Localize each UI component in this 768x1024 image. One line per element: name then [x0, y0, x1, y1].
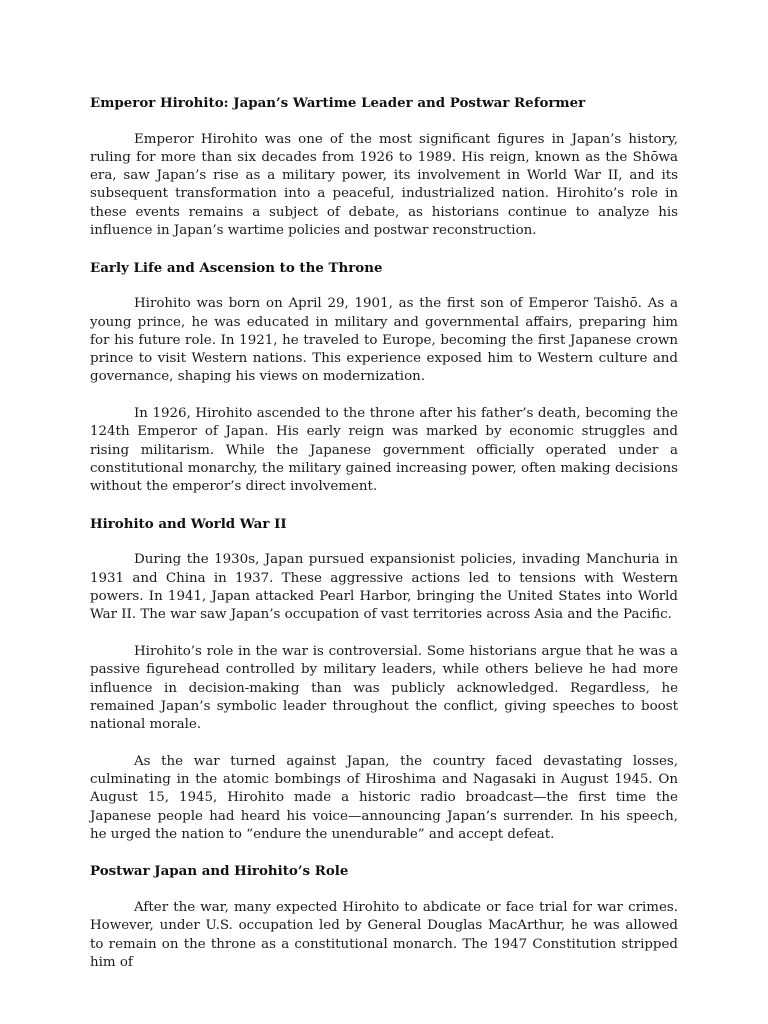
spacer: [90, 844, 678, 862]
intro-paragraph: Emperor Hirohito was one of the most significant figures in Japan’s history, ruling for more than six decades from 1926 to 1989. His reign, known as the Shōwa era, saw Japan’s rise as a military power, its involvement in World War II, and its subsequent transformation into a peaceful, industrialized nation. Hirohito’s role in these events remains a subject of debate, as historians continue to analyze his influence in Japan’s wartime policies and postwar reconstruction.: [90, 131, 678, 239]
paragraph-world-war-ii-3: As the war turned against Japan, the country faced devastating losses, culminating in the atomic bombings of Hiroshima and Nagasaki in August 1945. On August 15, 1945, Hirohito made a historic radio broadcast—the first time the Japanese people had heard his voice—announcing Japan’s surrender. In his speech, he urged the nation to “endure the unendurable” and accept defeat.: [90, 753, 678, 842]
spacer: [90, 277, 678, 295]
spacer: [90, 240, 678, 258]
document-title: Emperor Hirohito: Japan’s Wartime Leader and Postwar Reformer: [90, 95, 586, 111]
paragraph-early-life-2: In 1926, Hirohito ascended to the throne after his father’s death, becoming the 124th Emperor of Japan. His early reign was marked by economic struggles and rising militarism. While the Japanese government officially operated under a constitutional monarchy, the military gained increasing power, often making decisions without the emperor’s direct involvement.: [90, 406, 678, 495]
spacer: [90, 387, 678, 405]
spacer: [90, 625, 678, 643]
paragraph-early-life-1: Hirohito was born on April 29, 1901, as the first son of Emperor Taishō. As a young prince, he was educated in military and governmental affairs, preparing him for his future role. In 1921, he traveled to Europe, becoming the first Japanese crown prince to visit Western nations. This experience exposed him to Western culture and governance, shaping his views on modernization.: [90, 296, 678, 385]
section-heading-early-life: Early Life and Ascension to the Throne: [90, 259, 383, 276]
paragraph-world-war-ii-1: During the 1930s, Japan pursued expansionist policies, invading Manchuria in 1931 and China in 1937. These aggressive actions led to tensions with Western powers. In 1941, Japan attacked Pearl Harbor, bringing the United States into World War II. The war saw Japan’s occupation of vast territories across Asia and the Pacific.: [90, 552, 678, 623]
document-page: [90, 94, 678, 972]
paragraph-world-war-ii-2: Hirohito’s role in the war is controversial. Some historians argue that he was a passive figurehead controlled by military leaders, while others believe he had more influence in decision-making than was publicly acknowledged. Regardless, he remained Japan’s symbolic leader throughout the conflict, giving speeches to boost national morale.: [90, 643, 678, 733]
section-heading-world-war-ii: Hirohito and World War II: [90, 515, 287, 532]
paragraph-postwar-1: After the war, many expected Hirohito to abdicate or face trial for war crimes. However, under U.S. occupation led by General Douglas MacArthur, he was allowed to remain on the throne as a constitutional monarch. The 1947 Constitution stripped him of: [90, 900, 678, 970]
spacer: [90, 112, 678, 130]
spacer: [90, 734, 678, 752]
spacer: [90, 533, 678, 551]
spacer: [90, 497, 678, 515]
section-heading-postwar: Postwar Japan and Hirohito’s Role: [90, 863, 349, 880]
spacer: [90, 881, 678, 899]
